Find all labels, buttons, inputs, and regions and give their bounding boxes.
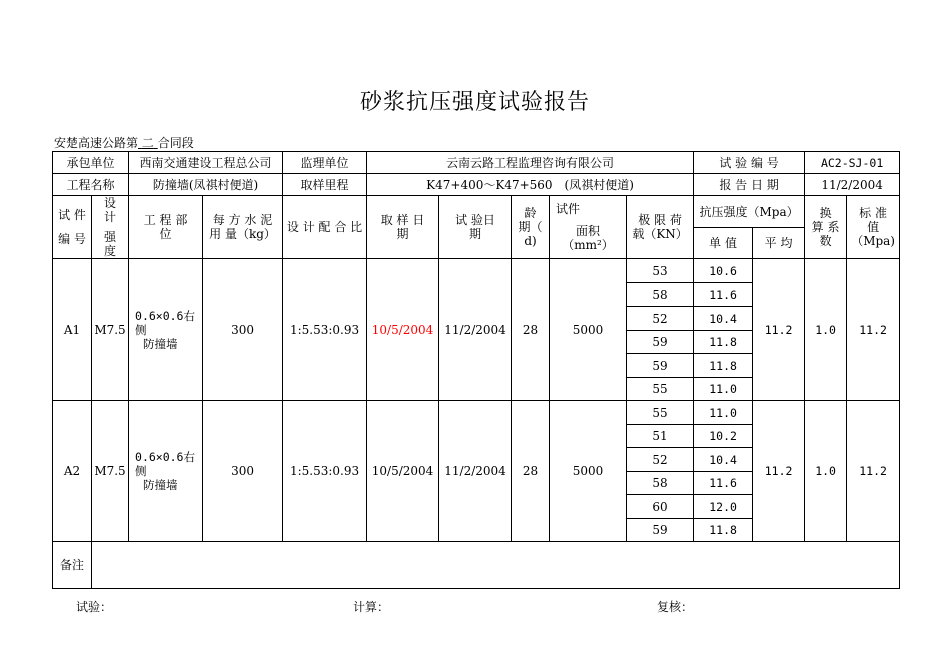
header-specimen-line1: 试 件 <box>58 208 86 222</box>
tester-signature-label: 试验： <box>76 600 113 614</box>
header-cement-line2: 用 量（kg） <box>209 227 276 241</box>
standard-value: 11.2 <box>847 401 900 542</box>
ultimate-load: 55 <box>627 401 694 425</box>
specimen-area: 5000 <box>550 259 627 401</box>
supervisor-value: 云南云路工程监理咨询有限公司 <box>367 152 694 174</box>
header-sample-date-line2: 期 <box>396 227 409 241</box>
info-row-project <box>53 174 900 196</box>
strength-value: 11.8 <box>694 519 753 542</box>
strength-value: 11.8 <box>694 354 753 378</box>
header-design-line3: 强 <box>104 230 117 244</box>
sample-date: 10/5/2004 <box>367 259 439 401</box>
header-test-date <box>439 196 512 259</box>
reviewer-signature-label: 复核： <box>657 600 694 614</box>
remarks-label: 备注 <box>53 542 92 589</box>
header-average: 平 均 <box>753 228 805 259</box>
header-area-line3: （mm²） <box>562 238 614 252</box>
specimen-id: A1 <box>53 259 92 401</box>
cement-amount: 300 <box>203 259 283 401</box>
header-factor <box>805 196 847 259</box>
contractor-label: 承包单位 <box>53 152 129 174</box>
header-test-date-line2: 期 <box>469 227 482 241</box>
header-standard-line3: （Mpa) <box>851 234 895 248</box>
age-days: 28 <box>512 259 550 401</box>
header-specimen-line2: 编 号 <box>58 232 86 246</box>
header-area <box>550 196 627 259</box>
report-date-value: 11/2/2004 <box>805 174 900 196</box>
test-date: 11/2/2004 <box>439 259 512 401</box>
header-part <box>129 196 203 259</box>
header-standard <box>847 196 900 259</box>
header-age-line3: d) <box>524 234 537 248</box>
header-design-line1: 设 <box>104 196 117 210</box>
strength-value: 11.0 <box>694 401 753 425</box>
contract-section-prefix: 安楚高速公路第 <box>54 136 139 150</box>
ultimate-load: 58 <box>627 283 694 307</box>
strength-value: 10.4 <box>694 307 753 331</box>
report-date-label: 报 告 日 期 <box>694 174 805 196</box>
header-strength: 抗压强度（Mpa） <box>694 196 805 228</box>
header-standard-line2: 值 <box>867 220 880 234</box>
header-load <box>627 196 694 259</box>
strength-value: 10.6 <box>694 259 753 283</box>
strength-average: 11.2 <box>753 401 805 542</box>
strength-value: 11.8 <box>694 331 753 354</box>
header-row-top <box>53 196 900 228</box>
header-part-line2: 位 <box>159 227 172 241</box>
strength-value: 12.0 <box>694 495 753 519</box>
table-row <box>53 401 900 425</box>
specimen-id: A2 <box>53 401 92 542</box>
contractor-value: 西南交通建设工程总公司 <box>129 152 283 174</box>
calculator-signature-label: 计算： <box>353 600 390 614</box>
mix-ratio: 1:5.53:0.93 <box>283 401 367 542</box>
header-age-line1: 龄 <box>524 206 537 220</box>
header-standard-line1: 标 准 <box>859 206 887 220</box>
ultimate-load: 52 <box>627 448 694 472</box>
mix-ratio: 1:5.53:0.93 <box>283 259 367 401</box>
project-value: 防撞墙(凤祺村便道) <box>129 174 283 196</box>
header-load-line1: 极 限 荷 <box>638 213 682 227</box>
strength-average: 11.2 <box>753 259 805 401</box>
header-specimen <box>53 196 92 259</box>
header-sample-date <box>367 196 439 259</box>
header-single-value: 单 值 <box>694 228 753 259</box>
engineering-part-line2: 防撞墙 <box>143 478 178 492</box>
header-sample-date-line1: 取 样 日 <box>380 213 425 227</box>
contract-section-suffix: 合同段 <box>157 136 194 150</box>
ultimate-load: 59 <box>627 331 694 354</box>
age-days: 28 <box>512 401 550 542</box>
ultimate-load: 58 <box>627 472 694 495</box>
ultimate-load: 51 <box>627 425 694 448</box>
engineering-part <box>129 259 203 401</box>
ultimate-load: 55 <box>627 378 694 401</box>
sampling-label: 取样里程 <box>283 174 367 196</box>
standard-value: 11.2 <box>847 259 900 401</box>
header-factor-line3: 数 <box>819 234 832 248</box>
header-area-line1: 试件 <box>556 202 581 216</box>
table-row <box>53 259 900 283</box>
ultimate-load: 59 <box>627 354 694 378</box>
header-part-line1: 工 程 部 <box>143 213 188 227</box>
ultimate-load: 60 <box>627 495 694 519</box>
cement-amount: 300 <box>203 401 283 542</box>
header-cement <box>203 196 283 259</box>
contract-section <box>54 134 194 151</box>
strength-value: 11.0 <box>694 378 753 401</box>
strength-value: 10.2 <box>694 425 753 448</box>
design-grade: M7.5 <box>92 259 129 401</box>
report-title: 砂浆抗压强度试验报告 <box>359 90 590 115</box>
remarks-field[interactable] <box>92 542 900 589</box>
specimen-area: 5000 <box>550 401 627 542</box>
report-table <box>52 151 900 589</box>
project-label: 工程名称 <box>53 174 129 196</box>
header-area-line2: 面积 <box>576 224 601 238</box>
conversion-factor: 1.0 <box>805 401 847 542</box>
test-date: 11/2/2004 <box>439 401 512 542</box>
ultimate-load: 59 <box>627 519 694 542</box>
strength-value: 11.6 <box>694 283 753 307</box>
strength-value: 11.6 <box>694 472 753 495</box>
engineering-part-line1: 0.6×0.6右侧 <box>135 308 195 337</box>
test-no-value: AC2-SJ-01 <box>805 152 900 174</box>
sampling-value: K47+400～K47+560 (凤祺村便道) <box>367 174 694 196</box>
header-age <box>512 196 550 259</box>
header-mix: 设 计 配 合 比 <box>283 196 367 259</box>
test-no-label: 试 验 编 号 <box>694 152 805 174</box>
ultimate-load: 53 <box>627 259 694 283</box>
supervisor-label: 监理单位 <box>283 152 367 174</box>
info-row-contractor <box>53 152 900 174</box>
design-grade: M7.5 <box>92 401 129 542</box>
engineering-part-line2: 防撞墙 <box>143 336 178 351</box>
contract-section-number: 二 <box>141 136 154 150</box>
strength-value: 10.4 <box>694 448 753 472</box>
engineering-part-line1: 0.6×0.6右侧 <box>135 450 195 478</box>
engineering-part <box>129 401 203 542</box>
header-design-line4: 度 <box>104 244 117 258</box>
header-design-line2: 计 <box>104 210 117 224</box>
header-factor-line2: 算 系 <box>811 220 840 234</box>
header-age-line2: 期（ <box>518 220 543 234</box>
header-cement-line1: 每 方 水 泥 <box>212 213 273 227</box>
header-factor-line1: 换 <box>819 206 832 220</box>
header-test-date-line1: 试 验日 <box>455 213 495 227</box>
conversion-factor: 1.0 <box>805 259 847 401</box>
ultimate-load: 52 <box>627 307 694 331</box>
remarks-row <box>53 542 900 589</box>
sample-date: 10/5/2004 <box>367 401 439 542</box>
header-design-strength <box>92 196 129 259</box>
header-load-line2: 载（KN） <box>632 227 688 241</box>
